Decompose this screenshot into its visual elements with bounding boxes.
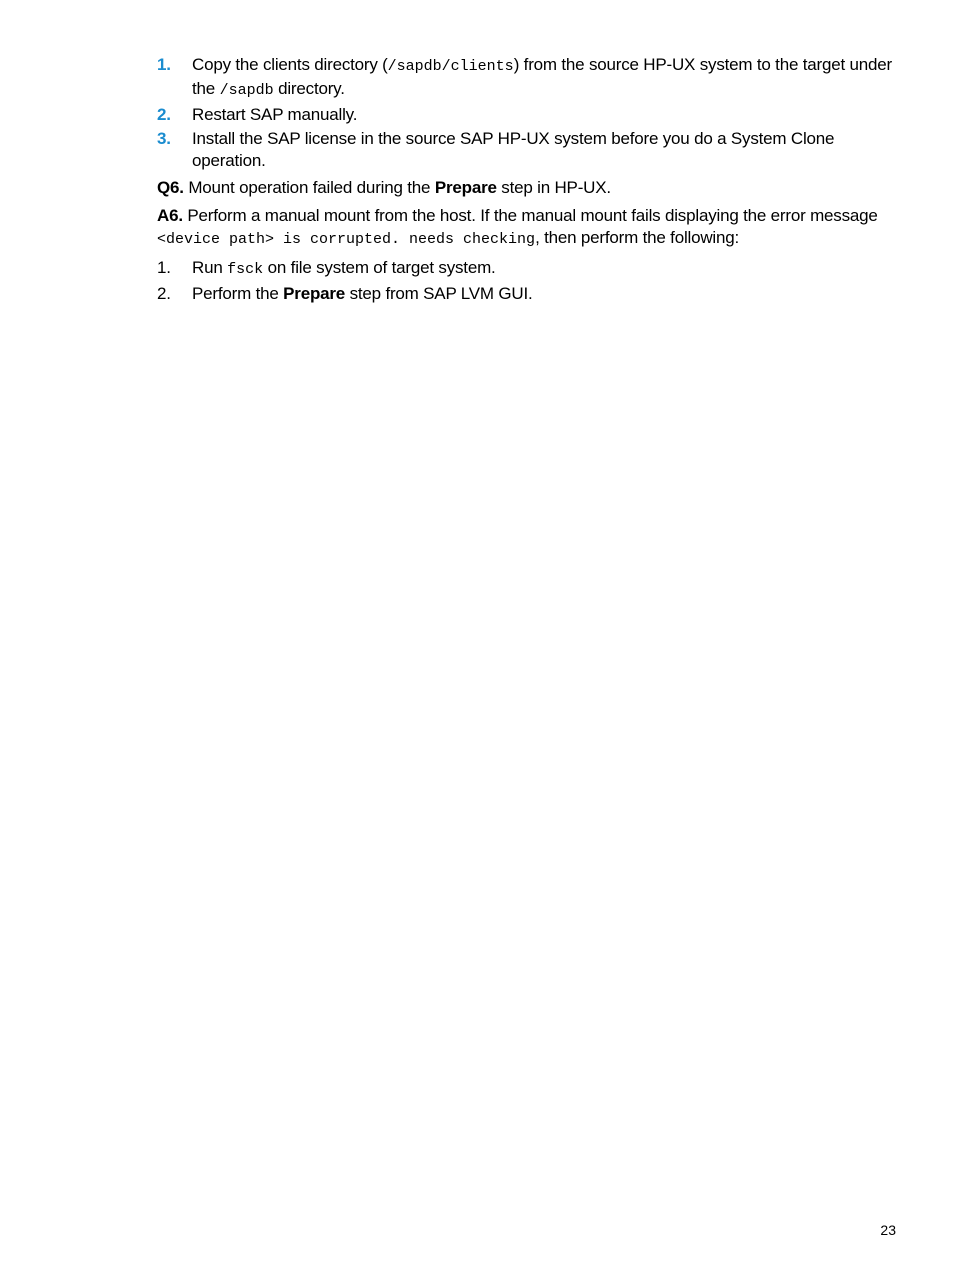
code-path: /sapdb/clients: [387, 58, 514, 75]
list-item: [157, 104, 902, 126]
step-text: Restart SAP manually.: [192, 105, 358, 124]
bold-term: Prepare: [434, 178, 497, 197]
bold-term: Prepare: [283, 284, 346, 303]
step-number: 1.: [157, 55, 171, 74]
list-item: [157, 128, 902, 172]
step-text: Perform the Prepare step from SAP LVM GUI.: [192, 284, 533, 303]
page-number: 23: [880, 1222, 896, 1238]
step-text: Copy the clients directory (/sapdb/clients) from the source HP-UX system to the target under the /sapdb directory.: [192, 55, 893, 99]
code-path: /sapdb: [219, 82, 274, 99]
answer-label: A6.: [157, 206, 183, 225]
question-label: Q6.: [157, 178, 184, 197]
command-code: fsck: [227, 261, 264, 278]
question-q6: Q6. Mount operation failed during the Prepare step in HP-UX.: [157, 178, 611, 197]
step-text: Install the SAP license in the source SAP HP-UX system before you do a System Clone operation.: [192, 129, 835, 170]
error-message-code: <device path> is corrupted. needs checking: [157, 231, 536, 248]
document-body: [157, 54, 902, 307]
step-text: Run fsck on file system of target system.: [192, 258, 496, 278]
step-number: 2.: [157, 284, 171, 303]
step-number: 3.: [157, 129, 171, 148]
list-item: [157, 257, 902, 281]
step-number: 1.: [157, 258, 171, 277]
list-item: [157, 283, 902, 305]
list-item: [157, 54, 902, 102]
step-number: 2.: [157, 105, 171, 124]
answer-a6: A6. Perform a manual mount from the host. If the manual mount fails displaying the error message <device path> is corrupted. needs checking, then perform the following:: [157, 206, 878, 248]
